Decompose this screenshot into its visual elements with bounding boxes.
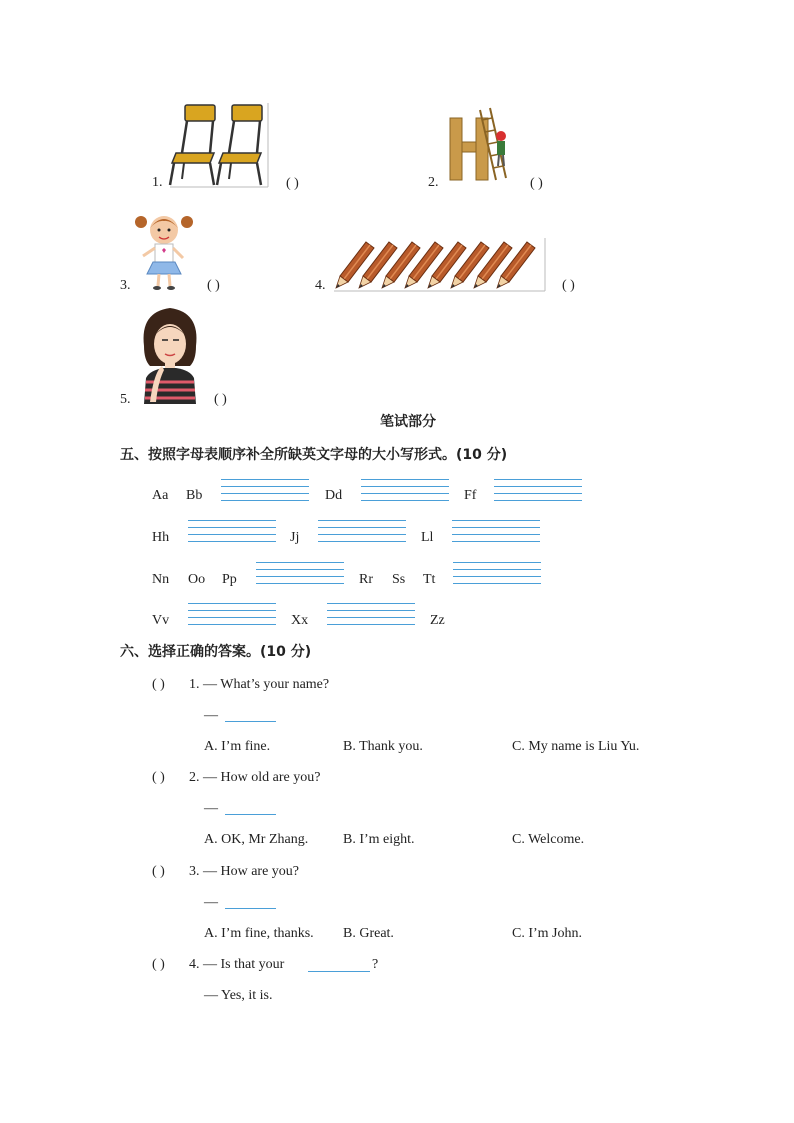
item-number: 2. bbox=[428, 175, 439, 190]
option-c: C. I’m John. bbox=[512, 926, 582, 941]
answer-parentheses[interactable]: ( ) bbox=[152, 677, 165, 692]
answer-parentheses[interactable]: ( ) bbox=[152, 957, 165, 972]
letter-pair: Zz bbox=[430, 613, 445, 628]
letter-pair: Ll bbox=[421, 530, 434, 545]
answer-parentheses[interactable]: ( ) bbox=[152, 864, 165, 879]
answer-blank[interactable] bbox=[225, 814, 276, 815]
answer-blank[interactable] bbox=[225, 908, 276, 909]
item-number: 5. bbox=[120, 392, 131, 407]
response-dash: — bbox=[204, 708, 218, 723]
letter-pair: Ff bbox=[464, 488, 477, 503]
given-answer: — Yes, it is. bbox=[204, 988, 273, 1003]
writing-lines[interactable] bbox=[452, 520, 540, 542]
writing-lines[interactable] bbox=[318, 520, 406, 542]
item-number: 1. bbox=[152, 175, 163, 190]
eight-pencils-picture bbox=[334, 238, 546, 292]
answer-parentheses: ( ) bbox=[214, 392, 227, 407]
letter-pair: Oo bbox=[188, 572, 206, 587]
question-prompt: 4. — Is that your bbox=[189, 957, 285, 972]
response-dash: — bbox=[204, 801, 218, 816]
option-c: C. Welcome. bbox=[512, 832, 585, 847]
question-prompt: 2. — How old are you? bbox=[189, 770, 321, 785]
letter-pair: Jj bbox=[290, 530, 300, 545]
writing-lines[interactable] bbox=[188, 520, 276, 542]
two-chairs-picture bbox=[170, 103, 270, 188]
letter-pair: Tt bbox=[423, 572, 436, 587]
writing-lines[interactable] bbox=[221, 479, 309, 501]
item-number: 4. bbox=[315, 278, 326, 293]
section-6-title: 六、选择正确的答案。(10 分) bbox=[120, 644, 312, 660]
letter-pair: Dd bbox=[325, 488, 343, 503]
letter-pair: Bb bbox=[186, 488, 203, 503]
girl-picture bbox=[135, 208, 195, 290]
question-prompt: 1. — What’s your name? bbox=[189, 677, 330, 692]
writing-lines[interactable] bbox=[256, 562, 344, 584]
question-prompt: 3. — How are you? bbox=[189, 864, 300, 879]
letter-pair: Pp bbox=[222, 572, 237, 587]
answer-parentheses: ( ) bbox=[562, 278, 575, 293]
option-a: A. OK, Mr Zhang. bbox=[204, 832, 309, 847]
answer-parentheses[interactable]: ( ) bbox=[152, 770, 165, 785]
answer-blank[interactable] bbox=[225, 721, 276, 722]
written-part-header: 笔试部分 bbox=[380, 414, 436, 430]
option-b: B. Great. bbox=[343, 926, 394, 941]
answer-parentheses: ( ) bbox=[286, 176, 299, 191]
letter-pair: Vv bbox=[152, 613, 170, 628]
woman-picture bbox=[140, 306, 200, 404]
writing-lines[interactable] bbox=[361, 479, 449, 501]
writing-lines[interactable] bbox=[453, 562, 541, 584]
letter-pair: Hh bbox=[152, 530, 170, 545]
writing-lines[interactable] bbox=[327, 603, 415, 625]
item-number: 3. bbox=[120, 278, 131, 293]
letter-h-ladder-picture bbox=[446, 108, 516, 183]
letter-pair: Xx bbox=[291, 613, 309, 628]
question-prompt-end: ? bbox=[372, 957, 379, 972]
answer-parentheses: ( ) bbox=[207, 278, 220, 293]
answer-blank[interactable] bbox=[308, 971, 370, 972]
option-c: C. My name is Liu Yu. bbox=[512, 739, 640, 754]
writing-lines[interactable] bbox=[188, 603, 276, 625]
section-5-title: 五、按照字母表顺序补全所缺英文字母的大小写形式。(10 分) bbox=[120, 447, 508, 463]
option-a: A. I’m fine, thanks. bbox=[204, 926, 314, 941]
option-b: B. I’m eight. bbox=[343, 832, 415, 847]
writing-lines[interactable] bbox=[494, 479, 582, 501]
letter-pair: Aa bbox=[152, 488, 169, 503]
answer-parentheses: ( ) bbox=[530, 176, 543, 191]
letter-pair: Ss bbox=[392, 572, 406, 587]
option-a: A. I’m fine. bbox=[204, 739, 271, 754]
response-dash: — bbox=[204, 895, 218, 910]
letter-pair: Rr bbox=[359, 572, 373, 587]
option-b: B. Thank you. bbox=[343, 739, 423, 754]
letter-pair: Nn bbox=[152, 572, 170, 587]
